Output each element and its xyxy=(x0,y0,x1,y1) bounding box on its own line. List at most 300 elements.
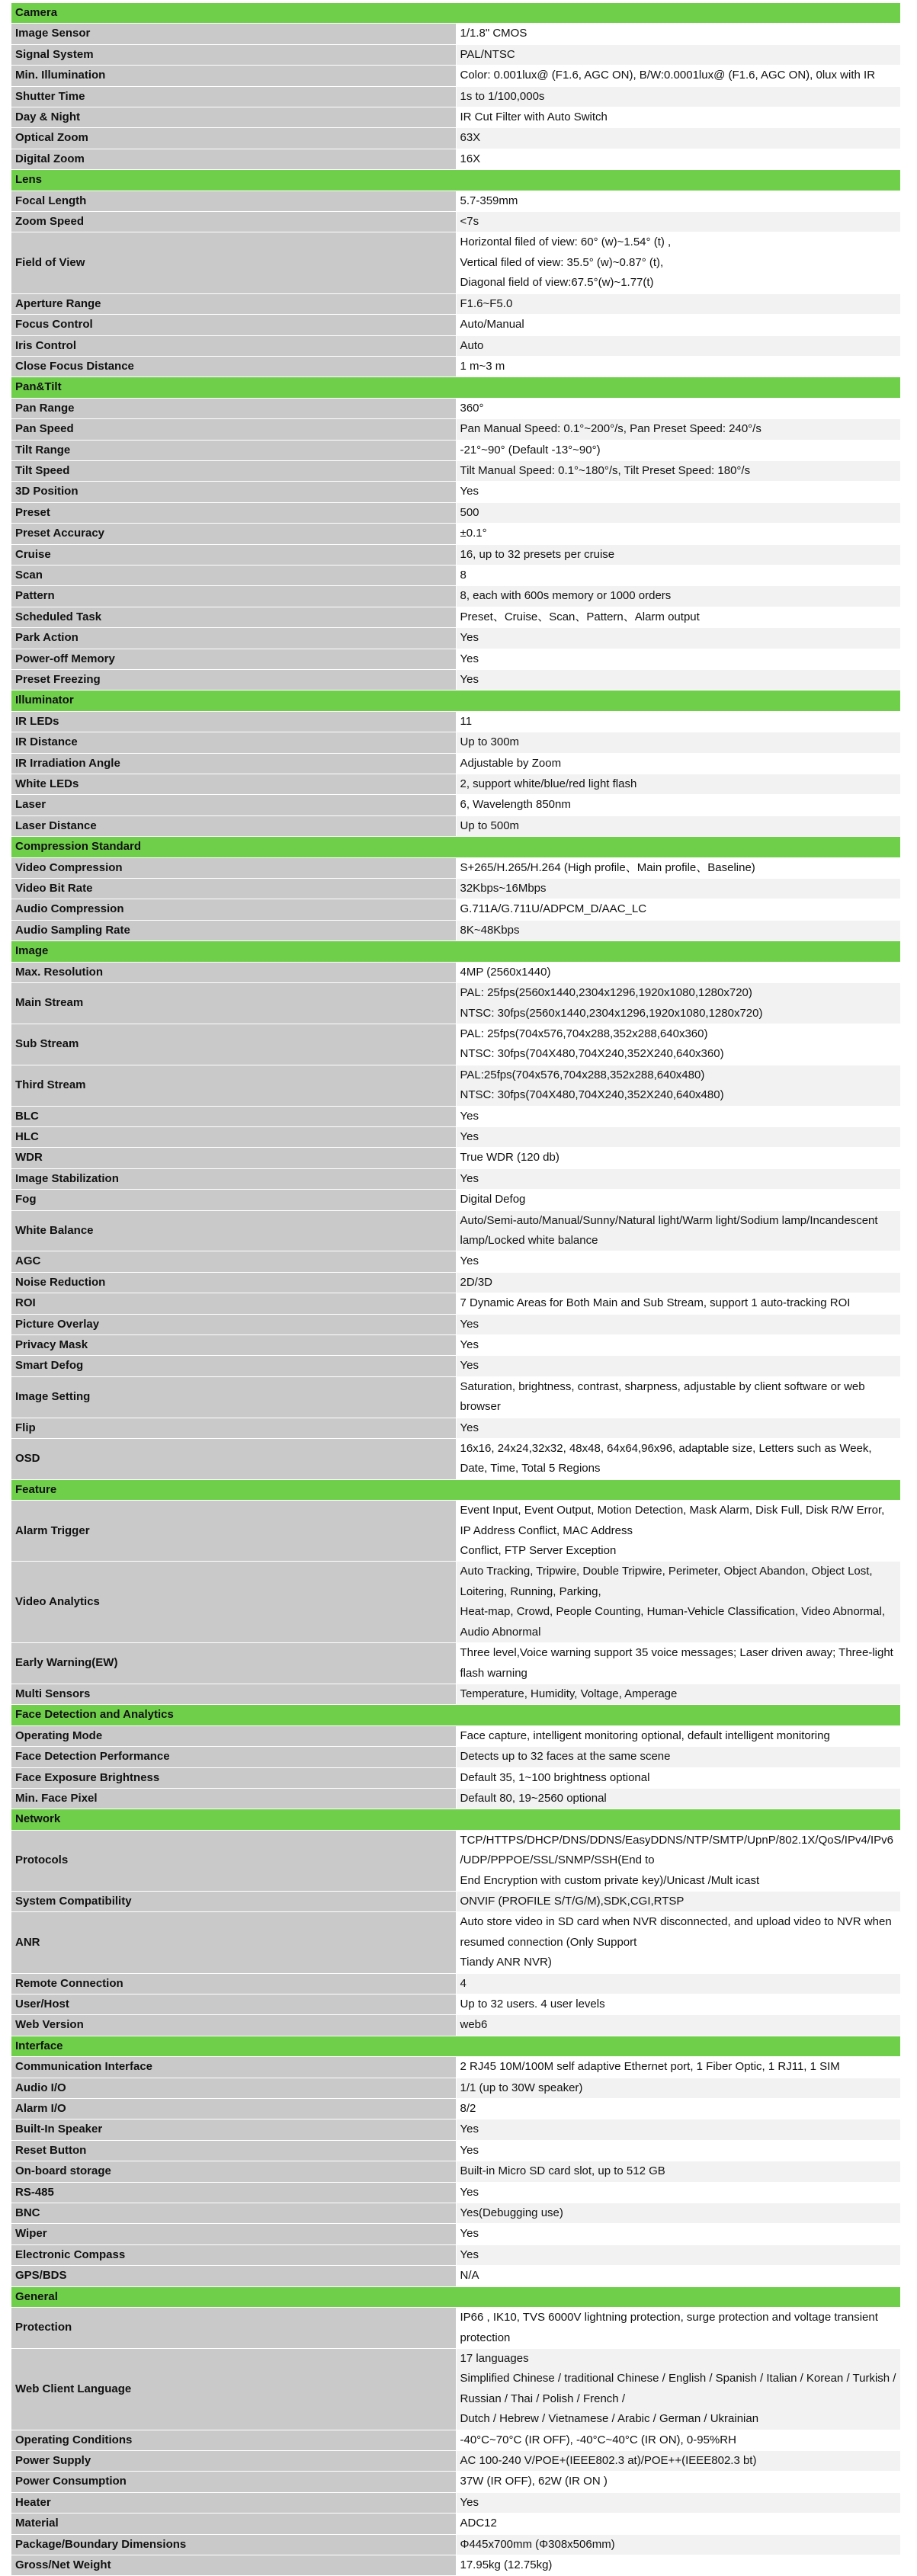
spec-value xyxy=(456,628,901,649)
spec-value-line: Yes xyxy=(460,485,479,498)
spec-value-line: Simplified Chinese / traditional Chinese / English / Spanish / Italian / Korean / Turkish / Russian / Thai / Polish / French / xyxy=(460,2372,896,2405)
spec-value-line: Yes xyxy=(460,2495,479,2509)
spec-label: White Balance xyxy=(11,1210,457,1251)
spec-row xyxy=(11,983,901,1024)
spec-label: Picture Overlay xyxy=(11,1314,457,1334)
spec-row xyxy=(11,1418,901,1438)
spec-value xyxy=(456,2140,901,2161)
spec-value-line: Preset、Cruise、Scan、Pattern、Alarm output xyxy=(460,610,700,623)
spec-row xyxy=(11,2182,901,2203)
spec-value-line: Color: 0.001lux@ (F1.6, AGC ON), B/W:0.0001lux@ (F1.6, AGC ON), 0lux with IR xyxy=(460,69,876,82)
spec-value-line: NTSC: 30fps(704X480,704X240,352X240,640x480) xyxy=(460,1088,724,1102)
spec-value xyxy=(456,293,901,314)
spec-label: White LEDs xyxy=(11,774,457,795)
spec-label: ANR xyxy=(11,1912,457,1973)
spec-value xyxy=(456,649,901,669)
spec-row xyxy=(11,335,901,356)
spec-label: System Compatibility xyxy=(11,1891,457,1911)
spec-row xyxy=(11,191,901,211)
spec-value xyxy=(456,66,901,86)
spec-value xyxy=(456,2161,901,2182)
spec-label: AGC xyxy=(11,1251,457,1272)
spec-row xyxy=(11,2348,901,2430)
spec-value-line: Yes xyxy=(460,1359,479,1373)
spec-row xyxy=(11,2224,901,2244)
spec-value-line: 8, each with 600s memory or 1000 orders xyxy=(460,589,672,603)
spec-value xyxy=(456,2078,901,2098)
spec-value xyxy=(456,2119,901,2140)
spec-value xyxy=(456,315,901,335)
spec-value-line: Φ445x700mm (Φ308x506mm) xyxy=(460,2537,615,2551)
spec-value-line: ONVIF (PROFILE S/T/G/M),SDK,CGI,RTSP xyxy=(460,1894,685,1908)
spec-label: Audio Sampling Rate xyxy=(11,920,457,940)
spec-value xyxy=(456,1725,901,1746)
spec-row xyxy=(11,1725,901,1746)
spec-row xyxy=(11,1891,901,1911)
spec-label: Tilt Speed xyxy=(11,460,457,481)
spec-value-line: ADC12 xyxy=(460,2517,497,2530)
spec-row xyxy=(11,1376,901,1418)
section-title: General xyxy=(11,2286,901,2307)
spec-value xyxy=(456,419,901,440)
spec-row xyxy=(11,1830,901,1891)
section-title: Compression Standard xyxy=(11,837,901,857)
spec-value-line: Yes xyxy=(460,1317,479,1331)
spec-value-line: 16X xyxy=(460,152,481,165)
spec-row xyxy=(11,1747,901,1767)
spec-value xyxy=(456,857,901,878)
spec-value xyxy=(456,440,901,460)
section-header xyxy=(11,2286,901,2307)
spec-value-line: Detects up to 32 faces at the same scene xyxy=(460,1750,671,1764)
spec-value-line: 500 xyxy=(460,505,479,519)
spec-value-line: 63X xyxy=(460,131,481,145)
spec-value-line: AC 100-240 V/POE+(IEEE802.3 at)/POE++(IEEE802.3 bt) xyxy=(460,2453,757,2467)
spec-label: Material xyxy=(11,2514,457,2534)
spec-label: Laser Distance xyxy=(11,815,457,836)
spec-value-line: NTSC: 30fps(2560x1440,2304x1296,1920x1080,1280x720) xyxy=(460,1006,763,1020)
spec-row xyxy=(11,502,901,523)
spec-value xyxy=(456,1439,901,1480)
spec-label: BLC xyxy=(11,1106,457,1126)
spec-row xyxy=(11,212,901,232)
section-header xyxy=(11,1479,901,1500)
spec-value xyxy=(456,128,901,149)
spec-value-line: Yes xyxy=(460,2248,479,2261)
spec-value xyxy=(456,1912,901,1973)
section-header xyxy=(11,941,901,962)
spec-value-line: 1/1.8" CMOS xyxy=(460,27,527,40)
spec-row xyxy=(11,2140,901,2161)
spec-value-line: Yes xyxy=(460,673,479,686)
spec-label: Video Compression xyxy=(11,857,457,878)
spec-value-line: Vertical filed of view: 35.5° (w)~0.87° (t), xyxy=(460,255,664,269)
spec-label: GPS/BDS xyxy=(11,2266,457,2286)
spec-row xyxy=(11,232,901,293)
spec-value-line: F1.6~F5.0 xyxy=(460,296,513,310)
spec-label: Preset xyxy=(11,502,457,523)
spec-value-line: Default 80, 19~2560 optional xyxy=(460,1791,607,1805)
spec-value-line: 4 xyxy=(460,1976,467,1990)
spec-label: Built-In Speaker xyxy=(11,2119,457,2140)
spec-value xyxy=(456,1830,901,1891)
spec-row xyxy=(11,2534,901,2555)
spec-value-line: 2, support white/blue/red light flash xyxy=(460,777,637,791)
spec-value xyxy=(456,2472,901,2492)
spec-row xyxy=(11,1168,901,1189)
spec-value-line: Tilt Manual Speed: 0.1°~180°/s, Tilt Preset Speed: 180°/s xyxy=(460,463,751,477)
spec-value xyxy=(456,1293,901,1314)
spec-row xyxy=(11,1251,901,1272)
spec-label: Min. Illumination xyxy=(11,66,457,86)
spec-row xyxy=(11,2203,901,2224)
spec-value-line: 8K~48Kbps xyxy=(460,923,520,937)
spec-label: ROI xyxy=(11,1293,457,1314)
spec-row xyxy=(11,586,901,607)
spec-row xyxy=(11,107,901,128)
spec-row xyxy=(11,24,901,44)
spec-row xyxy=(11,44,901,65)
spec-value xyxy=(456,2099,901,2119)
spec-label: Sub Stream xyxy=(11,1024,457,1065)
spec-value-line: Pan Manual Speed: 0.1°~200°/s, Pan Preset Speed: 240°/s xyxy=(460,422,761,436)
spec-label: Face Exposure Brightness xyxy=(11,1767,457,1788)
spec-row xyxy=(11,2057,901,2078)
section-header xyxy=(11,1705,901,1725)
spec-row xyxy=(11,1314,901,1334)
spec-label: Image Stabilization xyxy=(11,1168,457,1189)
spec-value-line: Auto Tracking, Tripwire, Double Tripwire, Perimeter, Object Abandon, Object Lost, Loitering, Running, Parking, xyxy=(460,1565,873,1598)
spec-value xyxy=(456,1356,901,1376)
spec-value-line: 16, up to 32 presets per cruise xyxy=(460,547,615,561)
spec-value-line: Yes xyxy=(460,652,479,665)
spec-value xyxy=(456,232,901,293)
spec-value-line: PAL: 25fps(2560x1440,2304x1296,1920x1080,1280x720) xyxy=(460,986,752,1000)
spec-value xyxy=(456,1643,901,1684)
spec-value-line: PAL/NTSC xyxy=(460,47,515,61)
spec-row xyxy=(11,544,901,565)
spec-value xyxy=(456,1747,901,1767)
spec-value xyxy=(456,1767,901,1788)
spec-value xyxy=(456,920,901,940)
spec-label: Signal System xyxy=(11,44,457,65)
spec-value xyxy=(456,1335,901,1356)
spec-label: Flip xyxy=(11,1418,457,1438)
spec-value xyxy=(456,607,901,627)
section-title: Lens xyxy=(11,170,901,191)
spec-value xyxy=(456,1501,901,1562)
spec-label: Reset Button xyxy=(11,2140,457,2161)
spec-value-line: 1 m~3 m xyxy=(460,359,505,373)
spec-value xyxy=(456,1251,901,1272)
spec-label: Alarm I/O xyxy=(11,2099,457,2119)
section-title: Interface xyxy=(11,2036,901,2056)
spec-value xyxy=(456,983,901,1024)
spec-row xyxy=(11,753,901,774)
spec-value xyxy=(456,1168,901,1189)
spec-label: Image Setting xyxy=(11,1376,457,1418)
spec-value-line: Temperature, Humidity, Voltage, Amperage xyxy=(460,1687,678,1700)
section-title: Camera xyxy=(11,3,901,24)
spec-value xyxy=(456,502,901,523)
spec-value xyxy=(456,544,901,565)
spec-label: Pan Speed xyxy=(11,419,457,440)
spec-row xyxy=(11,2514,901,2534)
spec-table xyxy=(11,2,901,2576)
spec-row xyxy=(11,149,901,169)
spec-row xyxy=(11,879,901,899)
spec-value xyxy=(456,711,901,732)
spec-row xyxy=(11,1643,901,1684)
spec-label: Wiper xyxy=(11,2224,457,2244)
spec-row xyxy=(11,1065,901,1106)
spec-value xyxy=(456,2266,901,2286)
spec-label: Video Bit Rate xyxy=(11,879,457,899)
spec-row xyxy=(11,86,901,107)
spec-label: Face Detection Performance xyxy=(11,1747,457,1767)
spec-label: 3D Position xyxy=(11,482,457,502)
spec-row xyxy=(11,2161,901,2182)
spec-label: Image Sensor xyxy=(11,24,457,44)
spec-row xyxy=(11,2472,901,2492)
spec-label: Iris Control xyxy=(11,335,457,356)
spec-value xyxy=(456,774,901,795)
spec-value-line: Tiandy ANR NVR) xyxy=(460,1956,552,1969)
spec-label: Pan Range xyxy=(11,398,457,418)
spec-row xyxy=(11,66,901,86)
spec-row xyxy=(11,920,901,940)
spec-value xyxy=(456,482,901,502)
spec-value xyxy=(456,2224,901,2244)
section-header xyxy=(11,837,901,857)
spec-value-line: ±0.1° xyxy=(460,527,487,540)
spec-row xyxy=(11,1024,901,1065)
spec-value xyxy=(456,879,901,899)
spec-value xyxy=(456,1994,901,2015)
spec-label: User/Host xyxy=(11,1994,457,2015)
spec-value xyxy=(456,2057,901,2078)
spec-label: Aperture Range xyxy=(11,293,457,314)
spec-row xyxy=(11,440,901,460)
spec-value xyxy=(456,356,901,376)
spec-label: Fog xyxy=(11,1190,457,1210)
spec-value-line: NTSC: 30fps(704X480,704X240,352X240,640x360) xyxy=(460,1047,724,1061)
spec-value xyxy=(456,1148,901,1168)
spec-value-line: Face capture, intelligent monitoring optional, default intelligent monitoring xyxy=(460,1729,830,1742)
spec-value-line: Yes xyxy=(460,2143,479,2157)
spec-value xyxy=(456,795,901,815)
spec-value-line: Yes xyxy=(460,1421,479,1434)
spec-value-line: N/A xyxy=(460,2269,479,2283)
spec-label: Noise Reduction xyxy=(11,1272,457,1293)
spec-value-line: S+265/H.265/H.264 (High profile、Main profile、Baseline) xyxy=(460,860,755,874)
spec-value xyxy=(456,2430,901,2450)
spec-row xyxy=(11,2492,901,2513)
spec-label: Field of View xyxy=(11,232,457,293)
section-title: Feature xyxy=(11,1479,901,1500)
spec-label: RS-485 xyxy=(11,2182,457,2203)
spec-value-line: TCP/HTTPS/DHCP/DNS/DDNS/EasyDDNS/NTP/SMTP/UpnP/802.1X/QoS/IPv4/IPv6/UDP/PPPOE/SSL/SNMP/SSH(End to xyxy=(460,1833,893,1867)
spec-value xyxy=(456,586,901,607)
spec-value xyxy=(456,1684,901,1704)
spec-value-line: Auto store video in SD card when NVR disconnected, and upload video to NVR when resumed connection (Only Support xyxy=(460,1915,892,1949)
spec-value-line: Horizontal filed of view: 60° (w)~1.54° (t) , xyxy=(460,235,672,249)
spec-value xyxy=(456,2015,901,2036)
spec-value-line: Up to 300m xyxy=(460,735,520,749)
spec-label: Main Stream xyxy=(11,983,457,1024)
section-title: Illuminator xyxy=(11,690,901,711)
spec-row xyxy=(11,2078,901,2098)
spec-value-line: Yes xyxy=(460,1254,479,1268)
spec-label: Focal Length xyxy=(11,191,457,211)
spec-label: Power Consumption xyxy=(11,2472,457,2492)
spec-value-line: Auto/Manual xyxy=(460,318,524,332)
spec-label: On-board storage xyxy=(11,2161,457,2182)
spec-label: Multi Sensors xyxy=(11,1684,457,1704)
spec-table-body xyxy=(11,3,901,2576)
spec-value xyxy=(456,1065,901,1106)
spec-row xyxy=(11,398,901,418)
spec-row xyxy=(11,2244,901,2265)
spec-value xyxy=(456,670,901,690)
spec-value-line: Yes xyxy=(460,1129,479,1143)
spec-value xyxy=(456,2514,901,2534)
spec-value-line: Conflict, FTP Server Exception xyxy=(460,1544,617,1558)
spec-value xyxy=(456,1418,901,1438)
spec-value xyxy=(456,24,901,44)
spec-label: Communication Interface xyxy=(11,2057,457,2078)
spec-value-line: 2 RJ45 10M/100M self adaptive Ethernet port, 1 Fiber Optic, 1 RJ11, 1 SIM xyxy=(460,2060,840,2074)
spec-value-line: Auto xyxy=(460,338,484,352)
spec-row xyxy=(11,482,901,502)
spec-label: OSD xyxy=(11,1439,457,1480)
spec-row xyxy=(11,315,901,335)
spec-value-line: IP66 , IK10, TVS 6000V lightning protection, surge protection and voltage transient protection xyxy=(460,2311,878,2344)
spec-label: Privacy Mask xyxy=(11,1335,457,1356)
spec-value-line: Event Input, Event Output, Motion Detection, Mask Alarm, Disk Full, Disk R/W Error, IP Address Conflict, MAC Address xyxy=(460,1504,885,1537)
spec-label: IR Irradiation Angle xyxy=(11,753,457,774)
spec-row xyxy=(11,795,901,815)
section-header xyxy=(11,2036,901,2056)
spec-row xyxy=(11,2015,901,2036)
spec-label: BNC xyxy=(11,2203,457,2224)
spec-value-line: 16x16, 24x24,32x32, 48x48, 64x64,96x96, adaptable size, Letters such as Week, Date, Time, Total 5 Regions xyxy=(460,1442,872,1475)
spec-value-line: Auto/Semi-auto/Manual/Sunny/Natural light/Warm light/Sodium lamp/Incandescent lamp/Locked white balance xyxy=(460,1213,878,1247)
section-header xyxy=(11,690,901,711)
section-header xyxy=(11,377,901,398)
spec-value-line: Saturation, brightness, contrast, sharpness, adjustable by client software or web browser xyxy=(460,1379,865,1414)
spec-row xyxy=(11,565,901,585)
spec-row xyxy=(11,1190,901,1210)
spec-value xyxy=(456,1210,901,1251)
spec-value-line: 5.7-359mm xyxy=(460,194,518,207)
spec-value-line: 2D/3D xyxy=(460,1275,493,1289)
spec-label: Scan xyxy=(11,565,457,585)
spec-value-line: Yes xyxy=(460,2123,479,2136)
spec-label: Protection xyxy=(11,2308,457,2349)
spec-value xyxy=(456,815,901,836)
spec-value-line: True WDR (120 db) xyxy=(460,1151,559,1165)
spec-row xyxy=(11,1210,901,1251)
spec-row xyxy=(11,2099,901,2119)
spec-label: Close Focus Distance xyxy=(11,356,457,376)
spec-value-line: -40°C~70°C (IR OFF), -40°C~40°C (IR ON), 0-95%RH xyxy=(460,2433,736,2446)
spec-row xyxy=(11,293,901,314)
spec-row xyxy=(11,128,901,149)
spec-value-line: Up to 32 users. 4 user levels xyxy=(460,1998,605,2010)
spec-label: IR LEDs xyxy=(11,711,457,732)
spec-value-line: 4MP (2560x1440) xyxy=(460,965,551,979)
spec-row xyxy=(11,460,901,481)
spec-value xyxy=(456,1024,901,1065)
spec-label: Package/Boundary Dimensions xyxy=(11,2534,457,2555)
spec-value xyxy=(456,2244,901,2265)
spec-row xyxy=(11,419,901,440)
spec-row xyxy=(11,1272,901,1293)
spec-row xyxy=(11,1912,901,1973)
spec-row xyxy=(11,1684,901,1704)
spec-value-line: Yes(Debugging use) xyxy=(460,2206,563,2220)
spec-row xyxy=(11,857,901,878)
spec-value xyxy=(456,44,901,65)
spec-value xyxy=(456,2203,901,2224)
spec-value-line: Dutch / Hebrew / Vietnamese / Arabic / German / Ukrainian xyxy=(460,2412,759,2426)
spec-value xyxy=(456,565,901,585)
spec-label: WDR xyxy=(11,1148,457,1168)
spec-value-line: 1s to 1/100,000s xyxy=(460,89,545,103)
spec-value-line: 7 Dynamic Areas for Both Main and Sub Stream, support 1 auto-tracking ROI xyxy=(460,1296,851,1310)
spec-value-line: IR Cut Filter with Auto Switch xyxy=(460,111,608,124)
spec-label: Scheduled Task xyxy=(11,607,457,627)
spec-row xyxy=(11,1126,901,1147)
spec-label: Audio Compression xyxy=(11,899,457,920)
spec-row xyxy=(11,2308,901,2349)
spec-value-line: Up to 500m xyxy=(460,819,520,832)
spec-label: Heater xyxy=(11,2492,457,2513)
spec-label: Park Action xyxy=(11,628,457,649)
spec-row xyxy=(11,732,901,753)
section-title: Pan&Tilt xyxy=(11,377,901,398)
spec-value-line: 8/2 xyxy=(460,2102,476,2116)
spec-value xyxy=(456,1376,901,1418)
spec-value xyxy=(456,1272,901,1293)
spec-label: Web Version xyxy=(11,2015,457,2036)
spec-value xyxy=(456,1788,901,1809)
spec-row xyxy=(11,962,901,982)
spec-row xyxy=(11,815,901,836)
spec-value xyxy=(456,2555,901,2575)
spec-value-line: Yes xyxy=(460,631,479,645)
spec-label: Power Supply xyxy=(11,2450,457,2471)
spec-value-line: PAL:25fps(704x576,704x288,352x288,640x480) xyxy=(460,1068,705,1081)
spec-label: Alarm Trigger xyxy=(11,1501,457,1562)
spec-value-line: -21°~90° (Default -13°~90°) xyxy=(460,443,601,457)
spec-row xyxy=(11,711,901,732)
spec-row xyxy=(11,670,901,690)
spec-value-line: PAL: 25fps(704x576,704x288,352x288,640x360) xyxy=(460,1027,708,1040)
spec-label: Web Client Language xyxy=(11,2348,457,2430)
spec-label: Smart Defog xyxy=(11,1356,457,1376)
spec-value-line: 360° xyxy=(460,401,484,415)
spec-label: Preset Freezing xyxy=(11,670,457,690)
spec-value-line: G.711A/G.711U/ADPCM_D/AAC_LC xyxy=(460,902,647,916)
spec-label: IR Distance xyxy=(11,732,457,753)
spec-label: Min. Face Pixel xyxy=(11,1788,457,1809)
spec-label: Cruise xyxy=(11,544,457,565)
spec-value-line: Yes xyxy=(460,2185,479,2199)
spec-value xyxy=(456,191,901,211)
spec-value xyxy=(456,1126,901,1147)
